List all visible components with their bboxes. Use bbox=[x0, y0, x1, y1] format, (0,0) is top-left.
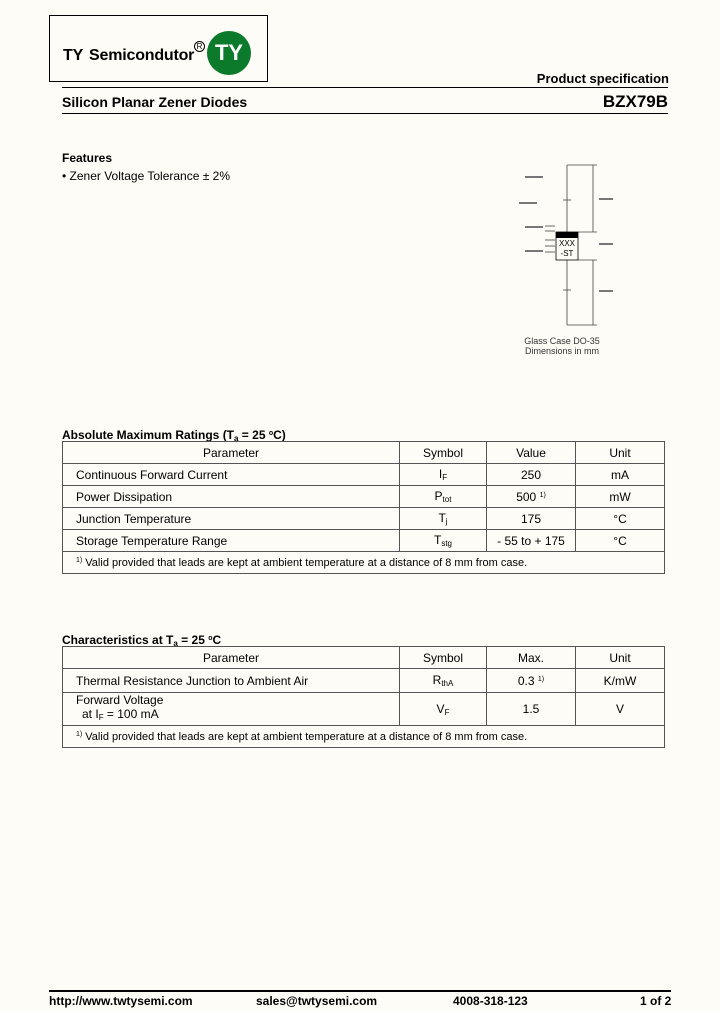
col-value: Value bbox=[487, 442, 576, 464]
marking-line-1: XXX bbox=[558, 239, 575, 248]
cathode-band bbox=[556, 232, 578, 238]
title-divider bbox=[62, 113, 668, 114]
abs-max-table bbox=[62, 441, 665, 574]
table-row: Thermal Resistance Junction to Ambient Air $R_{thA}$ 0.3 $^{1)}$ K/mW bbox=[63, 669, 665, 693]
part-number: BZX79B bbox=[602, 92, 668, 111]
logo-emblem: TY bbox=[207, 31, 251, 75]
table-row: Power Dissipation $P_{tot}$ 500 $^{1)}$ mW bbox=[63, 486, 665, 508]
characteristics-table bbox=[62, 646, 665, 748]
col-symbol: Symbol bbox=[400, 442, 487, 464]
logo-wordmark: TY Semicondutor bbox=[63, 47, 195, 64]
abs-max-heading: Absolute Maximum Ratings ($T_a = 25$ $^o$C) bbox=[62, 428, 286, 443]
table-header-row: Parameter Symbol Max. Unit bbox=[63, 647, 665, 669]
page-number: 1 of 2 bbox=[640, 994, 672, 1008]
table-row: Junction Temperature $T_j$ 175 °C bbox=[63, 508, 665, 530]
footer-divider bbox=[49, 990, 671, 992]
document-title: Silicon Planar Zener Diodes bbox=[62, 94, 248, 110]
table-header-row bbox=[63, 442, 665, 464]
features-heading: Features bbox=[62, 151, 113, 165]
marking-line-2: -ST bbox=[560, 249, 574, 258]
footer-phone: 4008-318-123 bbox=[453, 994, 528, 1008]
table-row: Continuous Forward Current $I_F$ 250 mA bbox=[63, 464, 665, 486]
footer-website-link[interactable]: http://www.twtysemi.com bbox=[49, 994, 193, 1008]
table-row: Storage Temperature Range $T_{stg}$ - 55 to + 175 °C bbox=[63, 530, 665, 552]
feature-item: • Zener Voltage Tolerance ± 2% bbox=[62, 169, 230, 183]
col-unit: Unit bbox=[576, 442, 665, 464]
company-logo bbox=[49, 15, 268, 82]
package-dimensions-note: Dimensions in mm bbox=[524, 346, 600, 356]
col-parameter: Parameter bbox=[63, 442, 400, 464]
product-specification-label: Product specification bbox=[536, 71, 669, 86]
table-footnote-row: $^{1)}$ Valid provided that leads are kept at ambient temperature at a distance of 8 mm from case. bbox=[63, 726, 665, 748]
footer-email-link[interactable]: sales@twtysemi.com bbox=[256, 994, 378, 1008]
package-caption: Glass Case DO-35 bbox=[524, 336, 600, 346]
table-row: Forward Voltage at $I_F = 100$ mA $V_F$ 1.5 V bbox=[63, 693, 665, 726]
characteristics-heading: Characteristics at $T_a = 25$ $^o$C bbox=[62, 633, 222, 648]
package-outline-drawing bbox=[505, 160, 635, 360]
registered-mark: R bbox=[194, 41, 205, 52]
table-footnote-row: $^{1)}$ Valid provided that leads are kept at ambient temperature at a distance of 8 mm from case. bbox=[63, 552, 665, 574]
header-divider bbox=[62, 87, 668, 88]
